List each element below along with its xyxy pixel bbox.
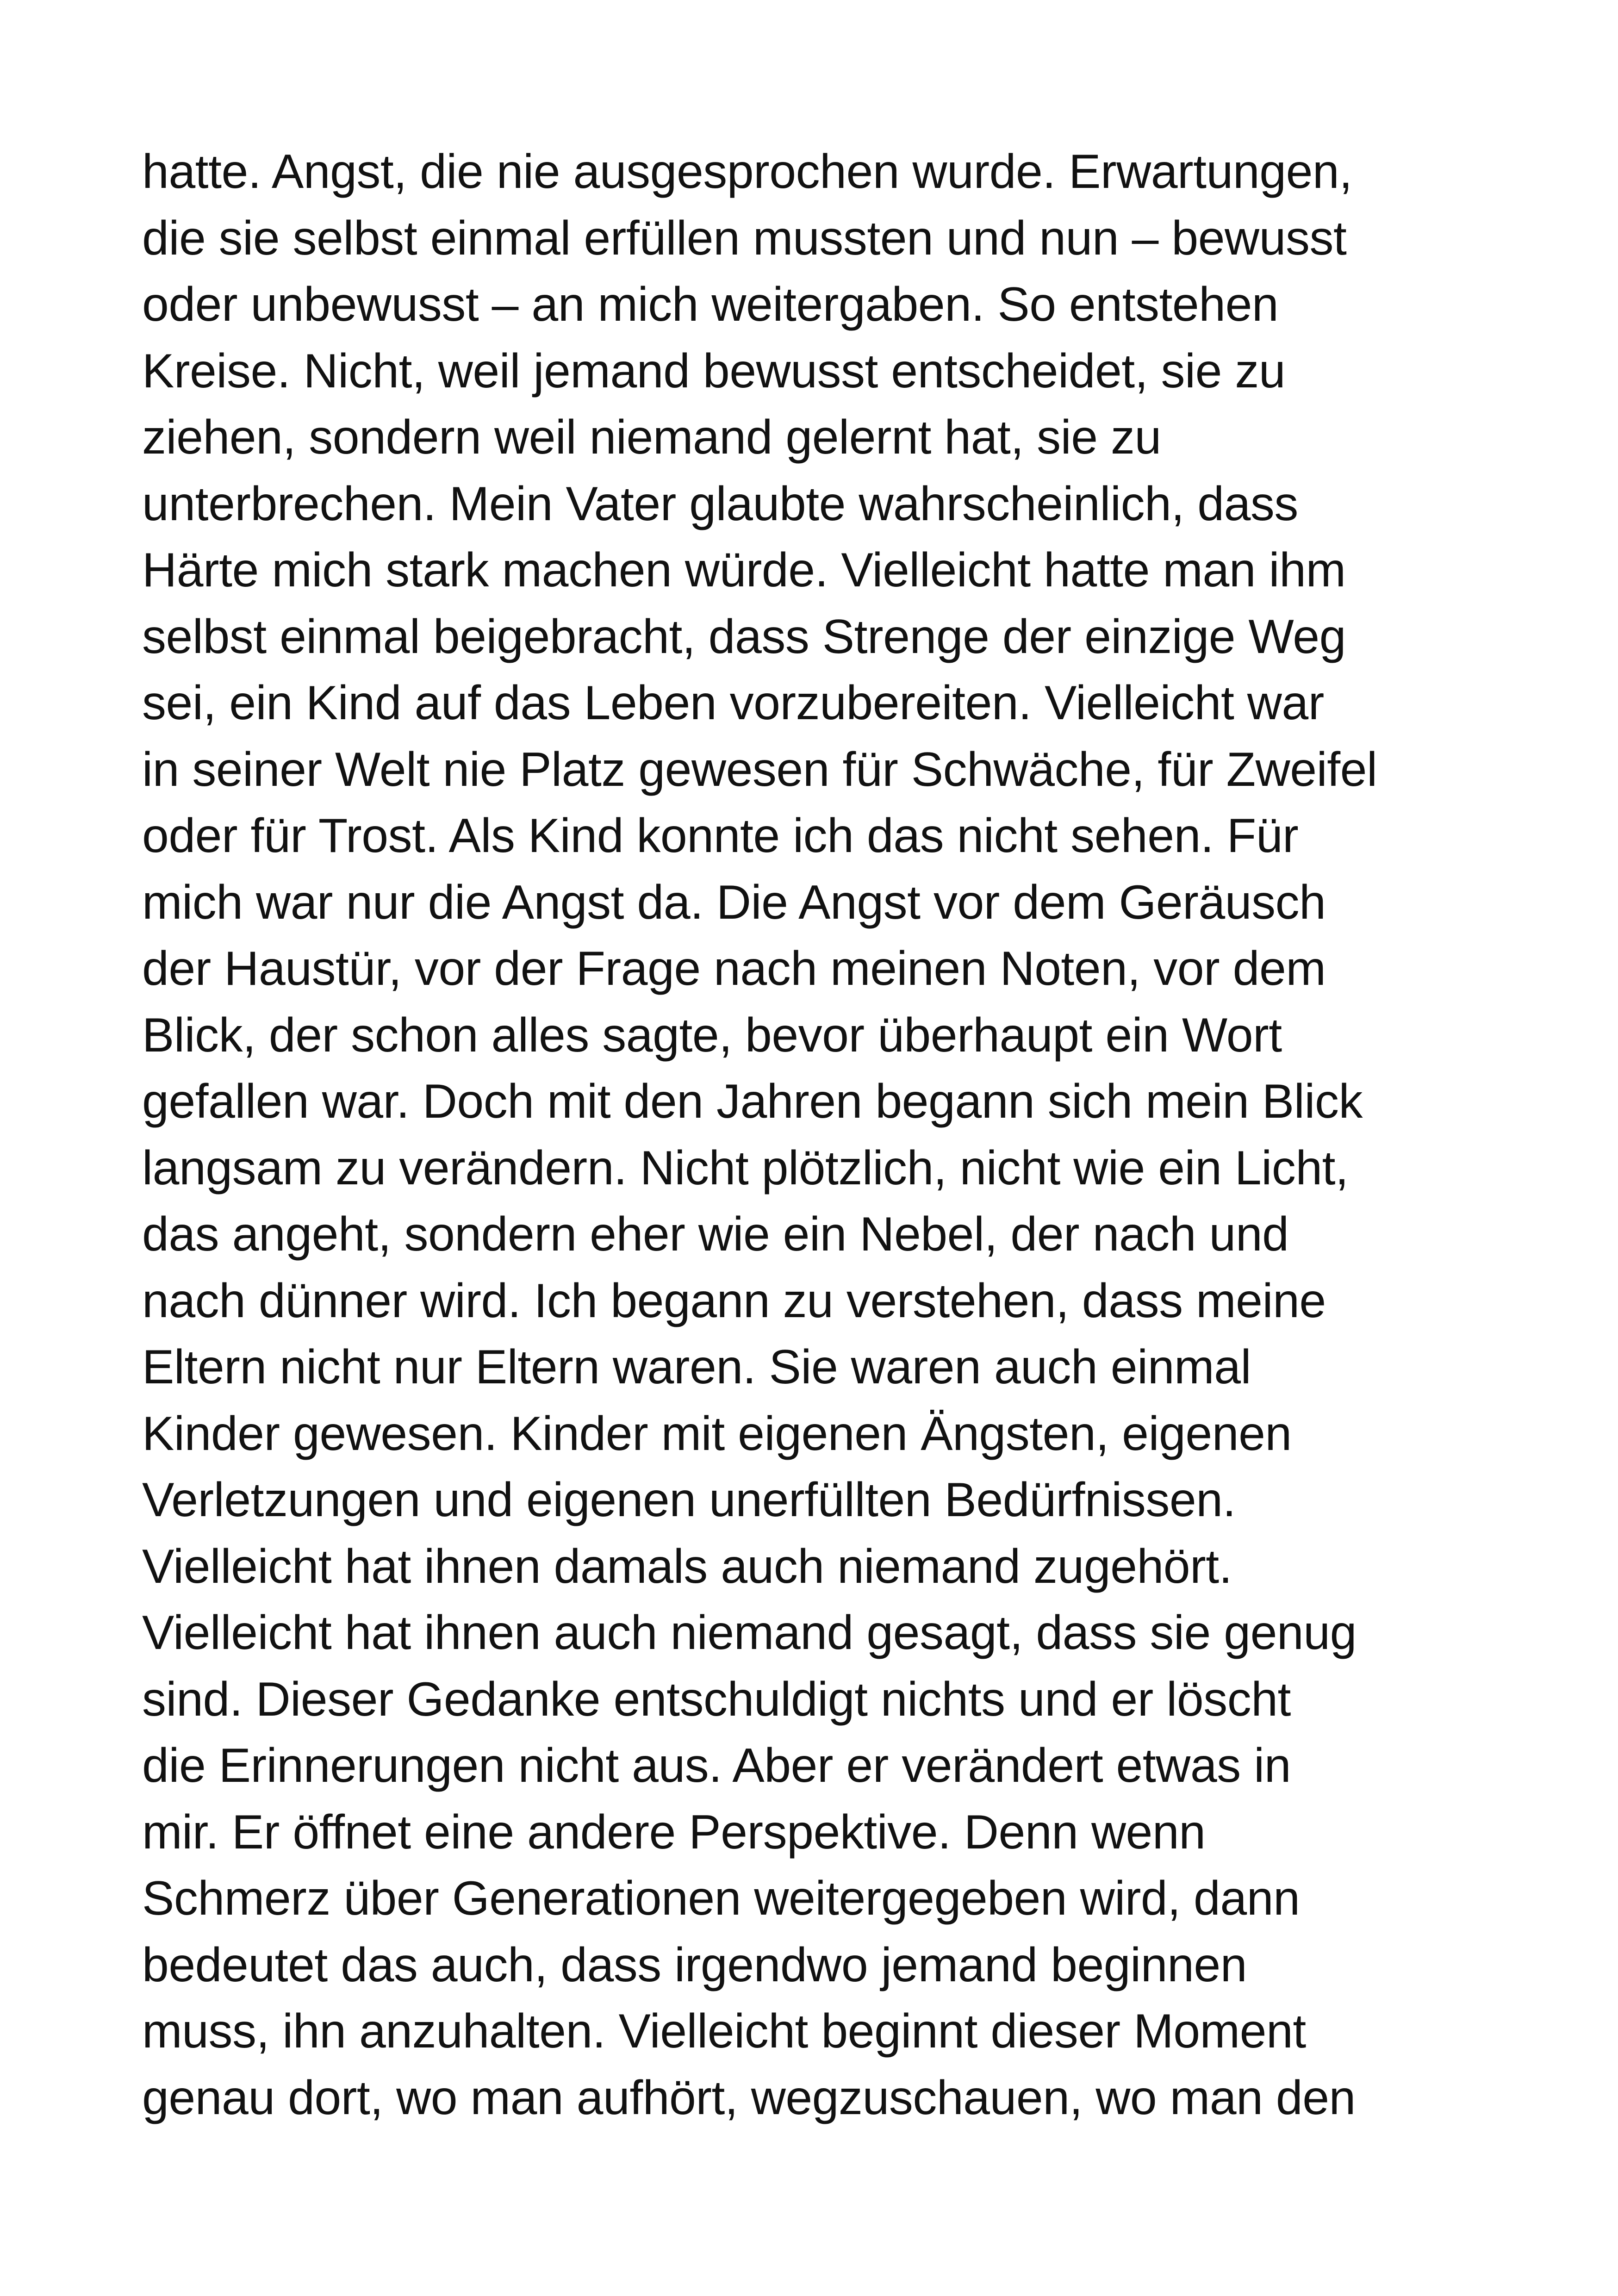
text-line: oder für Trost. Als Kind konnte ich das nicht sehen. Für (142, 809, 1299, 863)
text-line: gefallen war. Doch mit den Jahren begann sich mein Blick (142, 1075, 1363, 1128)
text-line: sei, ein Kind auf das Leben vorzubereiten. Vielleicht war (142, 676, 1324, 730)
text-line: Blick, der schon alles sagte, bevor überhaupt ein Wort (142, 1008, 1282, 1062)
text-line: muss, ihn anzuhalten. Vielleicht beginnt dieser Moment (142, 2004, 1306, 2058)
text-line: selbst einmal beigebracht, dass Strenge der einzige Weg (142, 610, 1346, 664)
text-line: der Haustür, vor der Frage nach meinen Noten, vor dem (142, 942, 1326, 996)
text-line: unterbrechen. Mein Vater glaubte wahrscheinlich, dass (142, 477, 1298, 531)
text-line: ziehen, sondern weil niemand gelernt hat, sie zu (142, 411, 1161, 464)
body-text (142, 139, 1521, 2131)
text-line: bedeutet das auch, dass irgendwo jemand beginnen (142, 1938, 1247, 1992)
text-line: die Erinnerungen nicht aus. Aber er verändert etwas in (142, 1739, 1291, 1792)
text-line: Vielleicht hat ihnen auch niemand gesagt, dass sie genug (142, 1606, 1357, 1660)
text-line: oder unbewusst – an mich weitergaben. So entstehen (142, 278, 1279, 331)
text-line: hatte. Angst, die nie ausgesprochen wurde. Erwartungen, (142, 145, 1352, 199)
text-line: Kreise. Nicht, weil jemand bewusst entscheidet, sie zu (142, 344, 1286, 398)
text-line: Verletzungen und eigenen unerfüllten Bedürfnissen. (142, 1473, 1236, 1527)
text-line: langsam zu verändern. Nicht plötzlich, nicht wie ein Licht, (142, 1141, 1349, 1195)
text-line: Schmerz über Generationen weitergegeben wird, dann (142, 1872, 1300, 1925)
text-line: mir. Er öffnet eine andere Perspektive. Denn wenn (142, 1805, 1206, 1859)
text-line: in seiner Welt nie Platz gewesen für Schwäche, für Zweifel (142, 742, 1377, 796)
text-line: mich war nur die Angst da. Die Angst vor dem Geräusch (142, 875, 1326, 929)
text-line: das angeht, sondern eher wie ein Nebel, der nach und (142, 1207, 1289, 1261)
text-line: genau dort, wo man aufhört, wegzuschauen, wo man den (142, 2071, 1356, 2125)
text-line: sind. Dieser Gedanke entschuldigt nichts und er löscht (142, 1672, 1291, 1726)
text-line: Härte mich stark machen würde. Vielleicht hatte man ihm (142, 543, 1346, 597)
text-line: Kinder gewesen. Kinder mit eigenen Ängsten, eigenen (142, 1406, 1292, 1461)
text-line: die sie selbst einmal erfüllen mussten und nun – bewusst (142, 211, 1347, 265)
text-line: nach dünner wird. Ich begann zu verstehen, dass meine (142, 1274, 1326, 1328)
text-line: Eltern nicht nur Eltern waren. Sie waren auch einmal (142, 1340, 1251, 1394)
text-line: Vielleicht hat ihnen damals auch niemand zugehört. (142, 1539, 1232, 1593)
